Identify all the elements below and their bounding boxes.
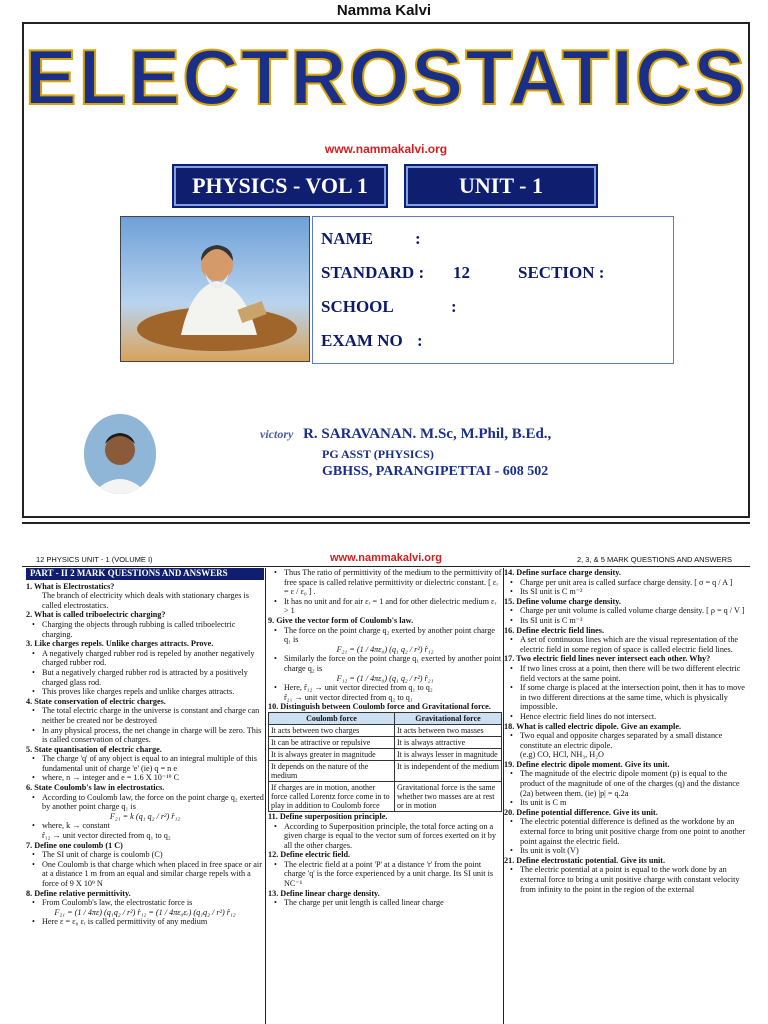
author-name: R. SARAVANAN. M.Sc, M.Phil, B.Ed., (303, 426, 552, 442)
exam-no-label: EXAM NO (321, 331, 403, 350)
answer-line: • Similarly the force on the point charge q₁ exerted by another point charge q₂ is (268, 654, 502, 673)
table-cell: Gravitational force is the same whether two masses are at rest or in motion (394, 781, 501, 811)
qa-sheet (22, 546, 750, 1024)
answer-line: • Its SI unit is C m⁻³ (504, 616, 748, 626)
standard-label: STANDARD : (321, 263, 425, 282)
question-heading: 20. Define potential difference. Give its unit. (504, 807, 658, 817)
answer-line: • A set of continuous lines which are the visual representation of the electric field in some region of space is called electric field lines. (504, 635, 748, 654)
author-school: GBHSS, PARANGIPETTAI - 608 502 (322, 464, 549, 479)
sheet-header (22, 554, 750, 566)
subject-banner: PHYSICS - VOL 1 (174, 166, 386, 206)
answer-line: r̂₁₂ → unit vector directed from q₁ to q₂ (42, 831, 171, 841)
answer-line: • The electric potential difference is defined as the workdone by an external force to bring unit positive charge from one point to another point against the electric field. (504, 817, 748, 846)
table-cell: If charges are in motion, another force called Lorentz force come in to play in addition to Coulomb force (269, 781, 395, 811)
part-heading: PART - II 2 MARK QUESTIONS AND ANSWERS (26, 568, 264, 580)
answer-line: • Charge per unit area is called surface charge density. [ σ = q / A ] (504, 578, 748, 588)
table-cell: It can be attractive or repulsive (269, 736, 395, 748)
answer-line: • Its unit is volt (V) (504, 846, 748, 856)
thiruvalluvar-portrait (120, 216, 310, 362)
sheet-header-left: 12 PHYSICS UNIT - 1 (VOLUME I) (36, 555, 153, 564)
table-cell: It is always greater in magnitude (269, 748, 395, 760)
question-heading: 6. State Coulomb's law in electrostatics. (26, 783, 165, 793)
table-cell: It is independent of the medium (394, 760, 501, 781)
question-heading: 1. What is Electrostatics? (26, 581, 115, 591)
answer-line: • Its SI unit is C m⁻² (504, 587, 748, 597)
table-row (269, 781, 502, 811)
answer-line: • Here ε = ε₀ εᵣ is called permittivity of any medium (26, 917, 264, 927)
answer-line: • According to Superposition principle, the total force acting on a given charge is equal to the vector sum of forces exerted on it by all the other charges. (268, 822, 502, 851)
table-header: Gravitational force (394, 712, 501, 724)
sheet-header-website: www.nammakalvi.org (329, 552, 443, 564)
question-heading: 16. Define electric field lines. (504, 625, 605, 635)
equation: F₂₁ = (1 / 4πε) (q₁q₂ / r²) r̂₁₂ = (1 / 4πε₀εᵣ) (q₁q₂ / r²) r̂₁₂ (54, 907, 236, 917)
name-colon: : (415, 229, 421, 248)
question-heading: 4. State conservation of electric charges. (26, 696, 166, 706)
sheet-header-rule (22, 566, 750, 567)
question-heading: 15. Define volume charge density. (504, 596, 621, 606)
page-title: ELECTROSTATICS (24, 33, 748, 121)
table-row (269, 760, 502, 781)
answer-line: • The force on the point charge q₂ exerted by another point charge q₁ is (268, 626, 502, 645)
question-heading: 12. Define electric field. (268, 850, 351, 860)
answer-line: • The charge 'q' of any object is equal to an integral multiple of this fundamental unit of charge 'e' (ie) q = n e (26, 754, 264, 773)
cover-page (22, 22, 750, 518)
question-heading: 21. Define electrostatic potential. Give its unit. (504, 855, 666, 865)
answer-line: • The electric potential at a point is equal to the work done by an external force to bring a unit positive charge with constant velocity from infinity to the point in the region of the external (504, 865, 748, 894)
middle-qa-list-top (268, 568, 502, 712)
school-colon: : (451, 297, 457, 316)
answer-line: • If two lines cross at a point, then there will be two different electric field vectors at the same point. (504, 664, 748, 683)
column-rule (265, 568, 266, 1024)
question-heading: 17. Two electric field lines never intersect each other. Why? (504, 654, 711, 664)
answer-line: • Hence electric field lines do not intersect. (504, 712, 748, 722)
table-cell: It depends on the nature of the medium (269, 760, 395, 781)
question-heading: 14. Define surface charge density. (504, 568, 621, 577)
question-heading: 7. Define one coulomb (1 C) (26, 840, 123, 850)
site-title: Namma Kalvi (336, 2, 432, 19)
standard-value: 12 (453, 263, 470, 282)
equation: F₂₁ = k (q₁ q₂ / r²) r̂₁₂ (109, 811, 181, 821)
question-heading: 2. What is called triboelectric charging? (26, 610, 166, 620)
column-middle (268, 568, 502, 908)
sheet-header-right: 2, 3, & 5 MARK QUESTIONS AND ANSWERS (576, 555, 732, 564)
answer-line: • The charge per unit length is called linear charge (268, 898, 502, 908)
answer-line: • Here, r̂₁₂ → unit vector directed from q₁ to q₂ (268, 683, 502, 693)
author-details (260, 426, 740, 480)
answer-line: • Charge per unit volume is called volume charge density. [ ρ = q / V ] (504, 606, 748, 616)
table-header: Coulomb force (269, 712, 395, 724)
answer-line: • It has no unit and for air εᵣ = 1 and for other dielectric medium εᵣ > 1 (268, 597, 502, 616)
exam-no-colon: : (417, 331, 423, 350)
answer-line: • One Coulomb is that charge which when placed in free space or air at a distance 1 m from an equal and similar charge repels with a force of 9 X 10⁹ N (26, 860, 264, 889)
answer-line: • Thus The ratio of permittivity of the medium to the permittivity of free space is called relative permittivity or dielectric constant. [ εᵣ = ε / ε₀ ] . (268, 568, 502, 597)
question-heading: 18. What is called electric dipole. Give an example. (504, 721, 681, 731)
answer-line: • Its unit is C m (504, 798, 748, 808)
question-heading: 11. Define superposition principle. (268, 811, 388, 821)
answer-line: • where, n → integer and e = 1.6 X 10⁻¹⁹ C (26, 773, 264, 783)
left-qa-list (26, 582, 264, 927)
equation: F₁₂ = (1 / 4πε₀) (q₁ q₂ / r²) r̂₂₁ (336, 673, 434, 683)
question-heading: 13. Define linear charge density. (268, 888, 380, 898)
answer-line: • Two equal and opposite charges separated by a small distance constitute an electric dipole. (504, 731, 748, 750)
author-prefix: victory (260, 427, 294, 441)
answer-line: • The electric field at a point 'P' at a distance 'r' from the point charge 'q' is the force experienced by a unit charge. Its SI unit is NC⁻¹ (268, 860, 502, 889)
question-heading: 3. Like charges repels. Unlike charges attracts. Prove. (26, 639, 214, 649)
column-left (26, 568, 264, 927)
table-row (269, 724, 502, 736)
question-heading: 8. Define relative permittivity. (26, 888, 131, 898)
answer-line: (e.g) CO, HCl, NH₃, H₂O (520, 750, 604, 760)
answer-line: • But a negatively charged rubber rod is attracted by a positively charged glass rod. (26, 668, 264, 687)
answer-line: • Charging the objects through rubbing is called triboelectric charging. (26, 620, 264, 639)
answer-line: • In any physical process, the net change in charge will be zero. This is called conservation of charges. (26, 726, 264, 745)
column-right (504, 568, 748, 894)
author-role: PG ASST (PHYSICS) (322, 447, 434, 461)
school-label: SCHOOL (321, 297, 394, 316)
portrait-illustration (121, 217, 309, 361)
question-heading: 10. Distinguish between Coulomb force and Gravitational force. (268, 702, 491, 712)
answer-line: • The magnitude of the electric dipole moment (p) is equal to the product of the magnitude of one of the charges (q) and the distance (2a) between them. (ie) |p| = q.2a (504, 769, 748, 798)
table-cell: It is always attractive (394, 736, 501, 748)
right-qa-list (504, 568, 748, 894)
page-divider (22, 522, 750, 524)
answer-line: • This proves like charges repels and unlike charges attracts. (26, 687, 264, 697)
answer-line: The branch of electricity which deals with stationary charges is called electrostatics. (42, 591, 249, 610)
author-photo-illustration (84, 414, 156, 494)
section-label: SECTION : (518, 263, 605, 282)
question-heading: 5. State quantisation of electric charge. (26, 744, 162, 754)
answer-line: • The SI unit of charge is coulomb (C) (26, 850, 264, 860)
question-heading: 9. Give the vector form of Coulomb's law. (268, 615, 414, 625)
answer-line: • where, k → constant (26, 821, 264, 831)
equation: F₂₁ = (1 / 4πε₀) (q₁ q₂ / r²) r̂₁₂ (336, 644, 434, 654)
author-photo (84, 414, 156, 494)
answer-line: • From Coulomb's law, the electrostatic force is (26, 898, 264, 908)
table-row (269, 736, 502, 748)
table-cell: It is always lesser in magnitude (394, 748, 501, 760)
comparison-table (268, 712, 502, 812)
table-row (269, 748, 502, 760)
answer-line: • If some charge is placed at the intersection point, then it has to move in two different directions at the same time, which is physically impossible. (504, 683, 748, 712)
table-cell: It acts between two charges (269, 724, 395, 736)
student-details-form (312, 216, 674, 364)
name-label: NAME (321, 229, 373, 248)
question-heading: 19. Define electric dipole moment. Give its unit. (504, 759, 670, 769)
table-cell: It acts between two masses (394, 724, 501, 736)
cover-website: www.nammakalvi.org (324, 142, 448, 156)
answer-line: • The total electric charge in the universe is constant and charge can neither be created nor be destroyed (26, 706, 264, 725)
answer-line: • According to Coulomb law, the force on the point charge q₂ exerted by another point charge q₁ is (26, 793, 264, 812)
answer-line: • A negatively charged rubber rod is repeled by another negatively charged rubber rod. (26, 649, 264, 668)
unit-banner: UNIT - 1 (406, 166, 596, 206)
middle-qa-list-bottom (268, 812, 502, 908)
answer-line: r̂₂₁ → unit vector directed from q₂ to q₁ (284, 692, 413, 702)
